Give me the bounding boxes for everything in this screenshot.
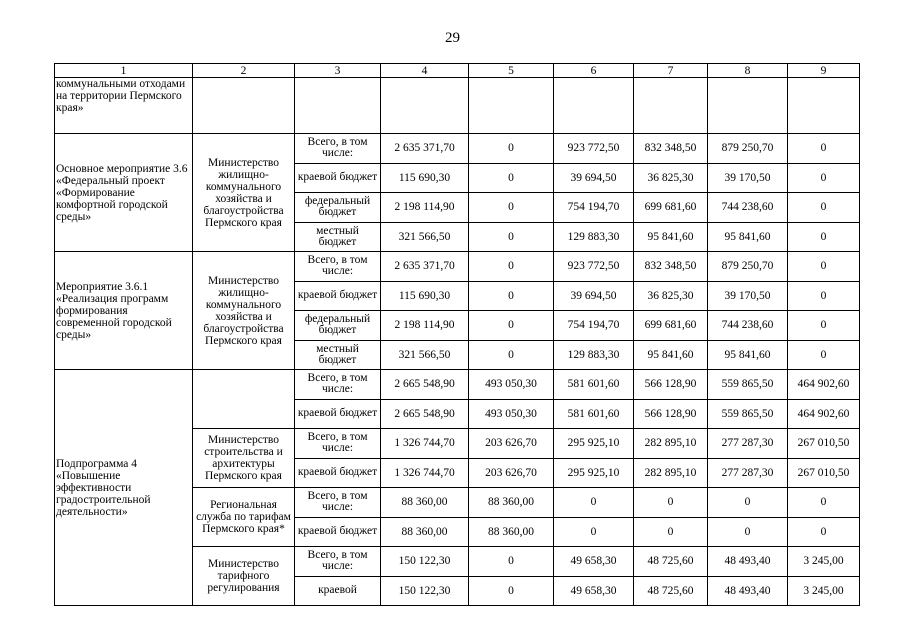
amount-cell: 129 883,30 (554, 340, 634, 370)
amount-cell: 0 (469, 193, 554, 223)
amount-cell: 88 360,00 (381, 517, 469, 547)
amount-cell: 277 287,30 (708, 429, 788, 459)
funding-source: местный бюджет (295, 340, 381, 370)
amount-cell: 0 (634, 488, 708, 518)
funding-source: краевой бюджет (295, 458, 381, 488)
amount-cell: 321 566,50 (381, 340, 469, 370)
amount-cell: 0 (469, 222, 554, 252)
amount-cell: 0 (469, 134, 554, 164)
amount-cell: 2 635 371,70 (381, 134, 469, 164)
funding-source: краевой бюджет (295, 517, 381, 547)
amount-cell: 203 626,70 (469, 429, 554, 459)
amount-cell: 754 194,70 (554, 311, 634, 341)
amount-cell: 39 170,50 (708, 281, 788, 311)
executor-name (193, 370, 295, 429)
amount-cell: 295 925,10 (554, 458, 634, 488)
column-number-row (55, 64, 860, 78)
empty-cell (788, 78, 860, 134)
amount-cell: 48 725,60 (634, 576, 708, 606)
amount-cell: 2 635 371,70 (381, 252, 469, 282)
amount-cell: 295 925,10 (554, 429, 634, 459)
amount-cell: 150 122,30 (381, 547, 469, 577)
amount-cell: 0 (469, 281, 554, 311)
amount-cell: 0 (469, 163, 554, 193)
executor-name: Министерство строительства и архитектуры Пермского края (193, 429, 295, 488)
table-row (55, 370, 860, 400)
amount-cell: 559 865,50 (708, 370, 788, 400)
amount-cell: 0 (788, 340, 860, 370)
amount-cell: 88 360,00 (469, 517, 554, 547)
empty-cell (708, 78, 788, 134)
continuation-row (55, 78, 860, 134)
amount-cell: 3 245,00 (788, 547, 860, 577)
amount-cell: 0 (469, 547, 554, 577)
amount-cell: 464 902,60 (788, 370, 860, 400)
funding-source: Всего, в том числе: (295, 134, 381, 164)
empty-cell (469, 78, 554, 134)
budget-table (54, 63, 860, 606)
program-name: коммунальными отходами на территории Пермского края» (55, 78, 193, 134)
funding-source: Всего, в том числе: (295, 547, 381, 577)
funding-source: федеральный бюджет (295, 311, 381, 341)
amount-cell: 48 493,40 (708, 576, 788, 606)
amount-cell: 150 122,30 (381, 576, 469, 606)
funding-source: федеральный бюджет (295, 193, 381, 223)
column-number: 5 (469, 64, 554, 78)
amount-cell: 699 681,60 (634, 311, 708, 341)
amount-cell: 0 (469, 252, 554, 282)
amount-cell: 832 348,50 (634, 134, 708, 164)
amount-cell: 95 841,60 (634, 340, 708, 370)
funding-source: краевой бюджет (295, 163, 381, 193)
page-number: 29 (445, 30, 460, 46)
column-number: 9 (788, 64, 860, 78)
amount-cell: 0 (469, 311, 554, 341)
amount-cell: 115 690,30 (381, 163, 469, 193)
amount-cell: 1 326 744,70 (381, 458, 469, 488)
amount-cell: 744 238,60 (708, 311, 788, 341)
amount-cell: 0 (788, 311, 860, 341)
amount-cell: 1 326 744,70 (381, 429, 469, 459)
amount-cell: 49 658,30 (554, 576, 634, 606)
amount-cell: 0 (708, 517, 788, 547)
amount-cell: 0 (469, 576, 554, 606)
amount-cell: 0 (708, 488, 788, 518)
amount-cell: 923 772,50 (554, 134, 634, 164)
amount-cell: 0 (554, 488, 634, 518)
amount-cell: 699 681,60 (634, 193, 708, 223)
column-number: 4 (381, 64, 469, 78)
amount-cell: 129 883,30 (554, 222, 634, 252)
amount-cell: 0 (788, 281, 860, 311)
empty-cell (295, 78, 381, 134)
funding-source: Всего, в том числе: (295, 370, 381, 400)
amount-cell: 2 198 114,90 (381, 193, 469, 223)
amount-cell: 36 825,30 (634, 163, 708, 193)
empty-cell (634, 78, 708, 134)
column-number: 2 (193, 64, 295, 78)
amount-cell: 115 690,30 (381, 281, 469, 311)
empty-cell (554, 78, 634, 134)
amount-cell: 277 287,30 (708, 458, 788, 488)
executor-name: Министерство жилищно-коммунального хозяйства и благоустройства Пермского края (193, 252, 295, 370)
amount-cell: 203 626,70 (469, 458, 554, 488)
empty-cell (381, 78, 469, 134)
amount-cell: 95 841,60 (708, 340, 788, 370)
amount-cell: 0 (788, 163, 860, 193)
amount-cell: 267 010,50 (788, 458, 860, 488)
funding-source: Всего, в том числе: (295, 252, 381, 282)
column-number: 6 (554, 64, 634, 78)
amount-cell: 48 493,40 (708, 547, 788, 577)
funding-source: Всего, в том числе: (295, 429, 381, 459)
amount-cell: 2 665 548,90 (381, 399, 469, 429)
amount-cell: 95 841,60 (634, 222, 708, 252)
amount-cell: 0 (634, 517, 708, 547)
amount-cell: 321 566,50 (381, 222, 469, 252)
table-row (55, 134, 860, 164)
table-row (55, 252, 860, 282)
executor-name: Министерство тарифного регулирования (193, 547, 295, 606)
amount-cell: 493 050,30 (469, 399, 554, 429)
column-number: 1 (55, 64, 193, 78)
amount-cell: 832 348,50 (634, 252, 708, 282)
funding-source: краевой (295, 576, 381, 606)
subprogram-name: Подпрограмма 4 «Повышение эффективности градостроительной деятельности» (55, 370, 193, 606)
amount-cell: 581 601,60 (554, 399, 634, 429)
column-number: 7 (634, 64, 708, 78)
amount-cell: 754 194,70 (554, 193, 634, 223)
empty-cell (193, 78, 295, 134)
amount-cell: 493 050,30 (469, 370, 554, 400)
amount-cell: 95 841,60 (708, 222, 788, 252)
amount-cell: 88 360,00 (469, 488, 554, 518)
amount-cell: 879 250,70 (708, 252, 788, 282)
amount-cell: 0 (788, 134, 860, 164)
program-name: Мероприятие 3.6.1 «Реализация программ формирования современной городской среды» (55, 252, 193, 370)
amount-cell: 581 601,60 (554, 370, 634, 400)
amount-cell: 39 170,50 (708, 163, 788, 193)
amount-cell: 2 665 548,90 (381, 370, 469, 400)
executor-name: Министерство жилищно-коммунального хозяйства и благоустройства Пермского края (193, 134, 295, 252)
amount-cell: 0 (788, 517, 860, 547)
executor-name: Региональная служба по тарифам Пермского края* (193, 488, 295, 547)
amount-cell: 0 (788, 193, 860, 223)
amount-cell: 48 725,60 (634, 547, 708, 577)
amount-cell: 566 128,90 (634, 370, 708, 400)
amount-cell: 0 (554, 517, 634, 547)
column-number: 3 (295, 64, 381, 78)
amount-cell: 3 245,00 (788, 576, 860, 606)
amount-cell: 36 825,30 (634, 281, 708, 311)
program-name: Основное мероприятие 3.6 «Федеральный проект «Формирование комфортной городской среды» (55, 134, 193, 252)
amount-cell: 282 895,10 (634, 458, 708, 488)
amount-cell: 267 010,50 (788, 429, 860, 459)
amount-cell: 879 250,70 (708, 134, 788, 164)
amount-cell: 282 895,10 (634, 429, 708, 459)
amount-cell: 49 658,30 (554, 547, 634, 577)
funding-source: Всего, в том числе: (295, 488, 381, 518)
amount-cell: 923 772,50 (554, 252, 634, 282)
amount-cell: 464 902,60 (788, 399, 860, 429)
funding-source: местный бюджет (295, 222, 381, 252)
amount-cell: 88 360,00 (381, 488, 469, 518)
amount-cell: 0 (788, 222, 860, 252)
amount-cell: 744 238,60 (708, 193, 788, 223)
amount-cell: 0 (469, 340, 554, 370)
column-number: 8 (708, 64, 788, 78)
amount-cell: 559 865,50 (708, 399, 788, 429)
amount-cell: 2 198 114,90 (381, 311, 469, 341)
funding-source: краевой бюджет (295, 281, 381, 311)
funding-source: краевой бюджет (295, 399, 381, 429)
amount-cell: 39 694,50 (554, 163, 634, 193)
amount-cell: 0 (788, 488, 860, 518)
amount-cell: 0 (788, 252, 860, 282)
amount-cell: 566 128,90 (634, 399, 708, 429)
amount-cell: 39 694,50 (554, 281, 634, 311)
